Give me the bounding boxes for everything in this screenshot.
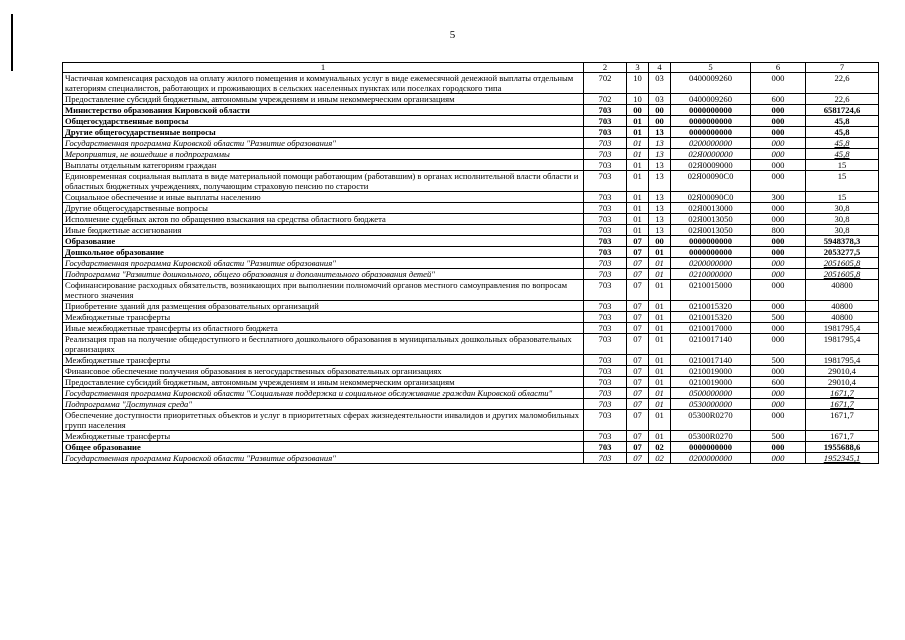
- table-row: [63, 247, 879, 258]
- row-amount-cell: 1671,7: [806, 388, 879, 399]
- table-row: [63, 127, 879, 138]
- row-subsection-cell: 01: [649, 312, 671, 323]
- row-subsection-cell: 01: [649, 323, 671, 334]
- row-expense-type-cell: 000: [751, 442, 806, 453]
- row-target-code-cell: 0000000000: [671, 127, 751, 138]
- row-subsection-cell: 01: [649, 334, 671, 355]
- row-target-code-cell: 02Я0013050: [671, 225, 751, 236]
- row-section-cell: 01: [627, 138, 649, 149]
- row-code-gp-cell: 702: [584, 73, 627, 94]
- row-subsection-cell: 01: [649, 258, 671, 269]
- table-row: [63, 334, 879, 355]
- row-name-cell: Подпрограмма "Развитие дошкольного, общего образования и дополнительного образования детей": [63, 269, 584, 280]
- header-col-3: 3: [627, 63, 649, 73]
- row-section-cell: 07: [627, 301, 649, 312]
- row-expense-type-cell: 000: [751, 453, 806, 464]
- row-code-gp-cell: 703: [584, 214, 627, 225]
- row-name-cell: Иные межбюджетные трансферты из областного бюджета: [63, 323, 584, 334]
- row-name-cell: Государственная программа Кировской области "Развитие образования": [63, 138, 584, 149]
- row-name-cell: Выплаты отдельным категориям граждан: [63, 160, 584, 171]
- table-row: [63, 399, 879, 410]
- row-code-gp-cell: 703: [584, 258, 627, 269]
- row-section-cell: 07: [627, 247, 649, 258]
- row-section-cell: 07: [627, 366, 649, 377]
- row-section-cell: 01: [627, 116, 649, 127]
- row-expense-type-cell: 000: [751, 258, 806, 269]
- row-amount-cell: 1981795,4: [806, 355, 879, 366]
- table-row: [63, 105, 879, 116]
- row-name-cell: Дошкольное образование: [63, 247, 584, 258]
- row-target-code-cell: 02Я0000000: [671, 149, 751, 160]
- row-expense-type-cell: 600: [751, 94, 806, 105]
- row-subsection-cell: 01: [649, 247, 671, 258]
- table-row: [63, 203, 879, 214]
- row-target-code-cell: 0210017140: [671, 334, 751, 355]
- row-expense-type-cell: 000: [751, 138, 806, 149]
- row-section-cell: 01: [627, 171, 649, 192]
- row-target-code-cell: 02Я00090С0: [671, 192, 751, 203]
- row-code-gp-cell: 703: [584, 334, 627, 355]
- row-target-code-cell: 0210015000: [671, 280, 751, 301]
- row-name-cell: Реализация прав на получение общедоступного и бесплатного дошкольного образования в муниципальных дошкольных образовательных организациях: [63, 334, 584, 355]
- row-code-gp-cell: 703: [584, 203, 627, 214]
- row-name-cell: Общегосударственные вопросы: [63, 116, 584, 127]
- table-row: [63, 171, 879, 192]
- row-expense-type-cell: 000: [751, 366, 806, 377]
- row-target-code-cell: 0210015320: [671, 301, 751, 312]
- row-target-code-cell: 0210019000: [671, 377, 751, 388]
- row-subsection-cell: 13: [649, 160, 671, 171]
- row-code-gp-cell: 703: [584, 160, 627, 171]
- row-name-cell: Мероприятия, не вошедшие в подпрограммы: [63, 149, 584, 160]
- table-row: [63, 160, 879, 171]
- row-subsection-cell: 13: [649, 214, 671, 225]
- row-target-code-cell: 0000000000: [671, 442, 751, 453]
- table-row: [63, 236, 879, 247]
- row-expense-type-cell: 000: [751, 127, 806, 138]
- row-section-cell: 07: [627, 269, 649, 280]
- row-amount-cell: 1981795,4: [806, 323, 879, 334]
- row-name-cell: Частичная компенсация расходов на оплату жилого помещения и коммунальных услуг в виде ежемесячной денежной выплаты отдельным категориям специалистов, работающих и проживающих в сельских населенных пунктах или поселках городского типа: [63, 73, 584, 94]
- row-amount-cell: 1955688,6: [806, 442, 879, 453]
- row-expense-type-cell: 000: [751, 236, 806, 247]
- row-expense-type-cell: 800: [751, 225, 806, 236]
- row-code-gp-cell: 703: [584, 116, 627, 127]
- row-subsection-cell: 03: [649, 94, 671, 105]
- table-row: [63, 301, 879, 312]
- row-expense-type-cell: 000: [751, 399, 806, 410]
- row-amount-cell: 2053277,5: [806, 247, 879, 258]
- row-section-cell: 10: [627, 94, 649, 105]
- row-subsection-cell: 01: [649, 431, 671, 442]
- row-code-gp-cell: 703: [584, 225, 627, 236]
- row-subsection-cell: 01: [649, 355, 671, 366]
- row-amount-cell: 1671,7: [806, 431, 879, 442]
- header-col-4: 4: [649, 63, 671, 73]
- row-target-code-cell: 0530000000: [671, 399, 751, 410]
- budget-table-body: [63, 63, 879, 464]
- row-name-cell: Другие общегосударственные вопросы: [63, 127, 584, 138]
- row-name-cell: Исполнение судебных актов по обращению взыскания на средства областного бюджета: [63, 214, 584, 225]
- row-subsection-cell: 01: [649, 399, 671, 410]
- row-subsection-cell: 01: [649, 366, 671, 377]
- row-code-gp-cell: 703: [584, 247, 627, 258]
- row-amount-cell: 2051605,8: [806, 258, 879, 269]
- row-amount-cell: 2051605,8: [806, 269, 879, 280]
- row-subsection-cell: 00: [649, 105, 671, 116]
- row-expense-type-cell: 000: [751, 301, 806, 312]
- table-row: [63, 312, 879, 323]
- row-amount-cell: 15: [806, 160, 879, 171]
- row-subsection-cell: 13: [649, 192, 671, 203]
- row-code-gp-cell: 703: [584, 269, 627, 280]
- header-col-1: 1: [63, 63, 584, 73]
- row-code-gp-cell: 703: [584, 377, 627, 388]
- row-target-code-cell: 0400009260: [671, 73, 751, 94]
- row-section-cell: 01: [627, 203, 649, 214]
- row-section-cell: 07: [627, 453, 649, 464]
- row-expense-type-cell: 000: [751, 73, 806, 94]
- row-subsection-cell: 13: [649, 149, 671, 160]
- budget-table: [62, 62, 879, 464]
- row-expense-type-cell: 000: [751, 388, 806, 399]
- row-subsection-cell: 13: [649, 203, 671, 214]
- row-target-code-cell: 0210000000: [671, 269, 751, 280]
- row-code-gp-cell: 703: [584, 442, 627, 453]
- row-section-cell: 01: [627, 225, 649, 236]
- row-target-code-cell: 0200000000: [671, 453, 751, 464]
- row-amount-cell: 45,8: [806, 127, 879, 138]
- row-code-gp-cell: 703: [584, 399, 627, 410]
- row-section-cell: 01: [627, 160, 649, 171]
- row-name-cell: Общее образование: [63, 442, 584, 453]
- row-name-cell: Предоставление субсидий бюджетным, автономным учреждениям и иным некоммерческим организациям: [63, 377, 584, 388]
- row-section-cell: 07: [627, 334, 649, 355]
- table-row: [63, 214, 879, 225]
- row-subsection-cell: 01: [649, 377, 671, 388]
- row-name-cell: Предоставление субсидий бюджетным, автономным учреждениям и иным некоммерческим организациям: [63, 94, 584, 105]
- row-amount-cell: 29010,4: [806, 377, 879, 388]
- row-amount-cell: 40800: [806, 312, 879, 323]
- row-section-cell: 07: [627, 431, 649, 442]
- row-amount-cell: 1981795,4: [806, 334, 879, 355]
- row-target-code-cell: 0000000000: [671, 236, 751, 247]
- row-section-cell: 07: [627, 355, 649, 366]
- row-expense-type-cell: 000: [751, 280, 806, 301]
- table-row: [63, 366, 879, 377]
- row-expense-type-cell: 000: [751, 203, 806, 214]
- row-amount-cell: 30,8: [806, 225, 879, 236]
- row-target-code-cell: 0210017000: [671, 323, 751, 334]
- row-code-gp-cell: 703: [584, 280, 627, 301]
- table-row: [63, 280, 879, 301]
- row-subsection-cell: 03: [649, 73, 671, 94]
- row-name-cell: Финансовое обеспечение получения образования в негосударственных образовательных организациях: [63, 366, 584, 377]
- header-col-7: 7: [806, 63, 879, 73]
- row-expense-type-cell: 000: [751, 410, 806, 431]
- table-row: [63, 116, 879, 127]
- row-code-gp-cell: 703: [584, 323, 627, 334]
- row-expense-type-cell: 500: [751, 431, 806, 442]
- table-row: [63, 410, 879, 431]
- row-target-code-cell: 0000000000: [671, 105, 751, 116]
- row-name-cell: Единовременная социальная выплата в виде материальной помощи работающим (работавшим) в органах исполнительной власти области и областных бюджетных учреждениях, получающим страховую пенсию по старости: [63, 171, 584, 192]
- row-subsection-cell: 01: [649, 388, 671, 399]
- row-target-code-cell: 0200000000: [671, 258, 751, 269]
- row-section-cell: 07: [627, 236, 649, 247]
- table-row: [63, 269, 879, 280]
- header-col-5: 5: [671, 63, 751, 73]
- row-subsection-cell: 13: [649, 127, 671, 138]
- row-name-cell: Обеспечение доступности приоритетных объектов и услуг в приоритетных сферах жизнедеятельности инвалидов и других маломобильных групп населения: [63, 410, 584, 431]
- row-name-cell: Межбюджетные трансферты: [63, 355, 584, 366]
- row-subsection-cell: 01: [649, 280, 671, 301]
- row-section-cell: 01: [627, 192, 649, 203]
- row-subsection-cell: 00: [649, 116, 671, 127]
- row-name-cell: Социальное обеспечение и иные выплаты населению: [63, 192, 584, 203]
- row-amount-cell: 22,6: [806, 94, 879, 105]
- row-name-cell: Министерство образования Кировской области: [63, 105, 584, 116]
- row-subsection-cell: 02: [649, 453, 671, 464]
- table-row: [63, 377, 879, 388]
- row-target-code-cell: 02Я0009000: [671, 160, 751, 171]
- row-expense-type-cell: 000: [751, 247, 806, 258]
- left-margin-line: [11, 14, 13, 71]
- header-col-6: 6: [751, 63, 806, 73]
- table-row: [63, 442, 879, 453]
- row-subsection-cell: 01: [649, 410, 671, 431]
- header-row: [63, 63, 879, 73]
- row-amount-cell: 45,8: [806, 138, 879, 149]
- page-number: 5: [449, 29, 456, 41]
- row-amount-cell: 45,8: [806, 149, 879, 160]
- row-code-gp-cell: 702: [584, 94, 627, 105]
- row-expense-type-cell: 000: [751, 105, 806, 116]
- row-expense-type-cell: 000: [751, 269, 806, 280]
- row-amount-cell: 30,8: [806, 203, 879, 214]
- row-amount-cell: 40800: [806, 280, 879, 301]
- row-subsection-cell: 13: [649, 171, 671, 192]
- row-amount-cell: 1952345,1: [806, 453, 879, 464]
- table-row: [63, 258, 879, 269]
- table-row: [63, 431, 879, 442]
- row-section-cell: 10: [627, 73, 649, 94]
- row-name-cell: Государственная программа Кировской области "Развитие образования": [63, 453, 584, 464]
- row-name-cell: Подпрограмма "Доступная среда": [63, 399, 584, 410]
- row-code-gp-cell: 703: [584, 236, 627, 247]
- row-subsection-cell: 01: [649, 301, 671, 312]
- row-expense-type-cell: 000: [751, 171, 806, 192]
- table-row: [63, 355, 879, 366]
- row-target-code-cell: 0210017140: [671, 355, 751, 366]
- row-target-code-cell: 02Я0013000: [671, 203, 751, 214]
- row-subsection-cell: 00: [649, 236, 671, 247]
- row-name-cell: Приобретение зданий для размещения образовательных организаций: [63, 301, 584, 312]
- row-target-code-cell: 0200000000: [671, 138, 751, 149]
- row-amount-cell: 15: [806, 192, 879, 203]
- row-name-cell: Межбюджетные трансферты: [63, 431, 584, 442]
- row-target-code-cell: 0210015320: [671, 312, 751, 323]
- table-row: [63, 388, 879, 399]
- row-target-code-cell: 05300R0270: [671, 410, 751, 431]
- row-target-code-cell: 02Я00090С0: [671, 171, 751, 192]
- row-amount-cell: 22,6: [806, 73, 879, 94]
- row-section-cell: 00: [627, 105, 649, 116]
- row-target-code-cell: 0000000000: [671, 116, 751, 127]
- row-code-gp-cell: 703: [584, 355, 627, 366]
- row-expense-type-cell: 000: [751, 214, 806, 225]
- row-code-gp-cell: 703: [584, 453, 627, 464]
- row-expense-type-cell: 300: [751, 192, 806, 203]
- row-amount-cell: 29010,4: [806, 366, 879, 377]
- row-subsection-cell: 13: [649, 225, 671, 236]
- row-code-gp-cell: 703: [584, 105, 627, 116]
- row-expense-type-cell: 500: [751, 312, 806, 323]
- row-section-cell: 07: [627, 388, 649, 399]
- row-target-code-cell: 0400009260: [671, 94, 751, 105]
- row-amount-cell: 45,8: [806, 116, 879, 127]
- row-amount-cell: 1671,7: [806, 399, 879, 410]
- table-row: [63, 225, 879, 236]
- row-amount-cell: 5948378,3: [806, 236, 879, 247]
- row-section-cell: 07: [627, 377, 649, 388]
- table-row: [63, 192, 879, 203]
- row-code-gp-cell: 703: [584, 388, 627, 399]
- row-code-gp-cell: 703: [584, 127, 627, 138]
- row-section-cell: 01: [627, 214, 649, 225]
- row-section-cell: 07: [627, 399, 649, 410]
- row-expense-type-cell: 000: [751, 334, 806, 355]
- row-section-cell: 07: [627, 410, 649, 431]
- row-code-gp-cell: 703: [584, 149, 627, 160]
- row-amount-cell: 30,8: [806, 214, 879, 225]
- table-row: [63, 138, 879, 149]
- row-name-cell: Другие общегосударственные вопросы: [63, 203, 584, 214]
- row-amount-cell: 15: [806, 171, 879, 192]
- row-expense-type-cell: 000: [751, 116, 806, 127]
- row-section-cell: 01: [627, 127, 649, 138]
- row-expense-type-cell: 500: [751, 355, 806, 366]
- row-name-cell: Межбюджетные трансферты: [63, 312, 584, 323]
- row-amount-cell: 6581724,6: [806, 105, 879, 116]
- row-subsection-cell: 01: [649, 269, 671, 280]
- row-code-gp-cell: 703: [584, 312, 627, 323]
- row-expense-type-cell: 000: [751, 149, 806, 160]
- row-name-cell: Иные бюджетные ассигнования: [63, 225, 584, 236]
- table-row: [63, 453, 879, 464]
- row-section-cell: 07: [627, 442, 649, 453]
- row-target-code-cell: 0500000000: [671, 388, 751, 399]
- row-section-cell: 07: [627, 258, 649, 269]
- row-section-cell: 01: [627, 149, 649, 160]
- row-subsection-cell: 02: [649, 442, 671, 453]
- table-row: [63, 73, 879, 94]
- row-expense-type-cell: 000: [751, 323, 806, 334]
- header-col-2: 2: [584, 63, 627, 73]
- row-code-gp-cell: 703: [584, 171, 627, 192]
- row-code-gp-cell: 703: [584, 192, 627, 203]
- table-row: [63, 94, 879, 105]
- row-code-gp-cell: 703: [584, 138, 627, 149]
- row-expense-type-cell: 600: [751, 377, 806, 388]
- row-expense-type-cell: 000: [751, 160, 806, 171]
- row-name-cell: Государственная программа Кировской области "Развитие образования": [63, 258, 584, 269]
- table-row: [63, 149, 879, 160]
- row-name-cell: Образование: [63, 236, 584, 247]
- row-code-gp-cell: 703: [584, 366, 627, 377]
- row-target-code-cell: 0210019000: [671, 366, 751, 377]
- row-section-cell: 07: [627, 280, 649, 301]
- row-code-gp-cell: 703: [584, 431, 627, 442]
- row-amount-cell: 40800: [806, 301, 879, 312]
- row-code-gp-cell: 703: [584, 301, 627, 312]
- row-name-cell: Государственная программа Кировской области "Социальная поддержка и социальное обслуживание граждан Кировской области": [63, 388, 584, 399]
- row-target-code-cell: 02Я0013050: [671, 214, 751, 225]
- row-target-code-cell: 0000000000: [671, 247, 751, 258]
- row-target-code-cell: 05300R0270: [671, 431, 751, 442]
- table-row: [63, 323, 879, 334]
- row-subsection-cell: 13: [649, 138, 671, 149]
- row-section-cell: 07: [627, 323, 649, 334]
- row-name-cell: Софинансирование расходных обязательств, возникающих при выполнении полномочий органов местного самоуправления по вопросам местного значения: [63, 280, 584, 301]
- row-amount-cell: 1671,7: [806, 410, 879, 431]
- row-section-cell: 07: [627, 312, 649, 323]
- row-code-gp-cell: 703: [584, 410, 627, 431]
